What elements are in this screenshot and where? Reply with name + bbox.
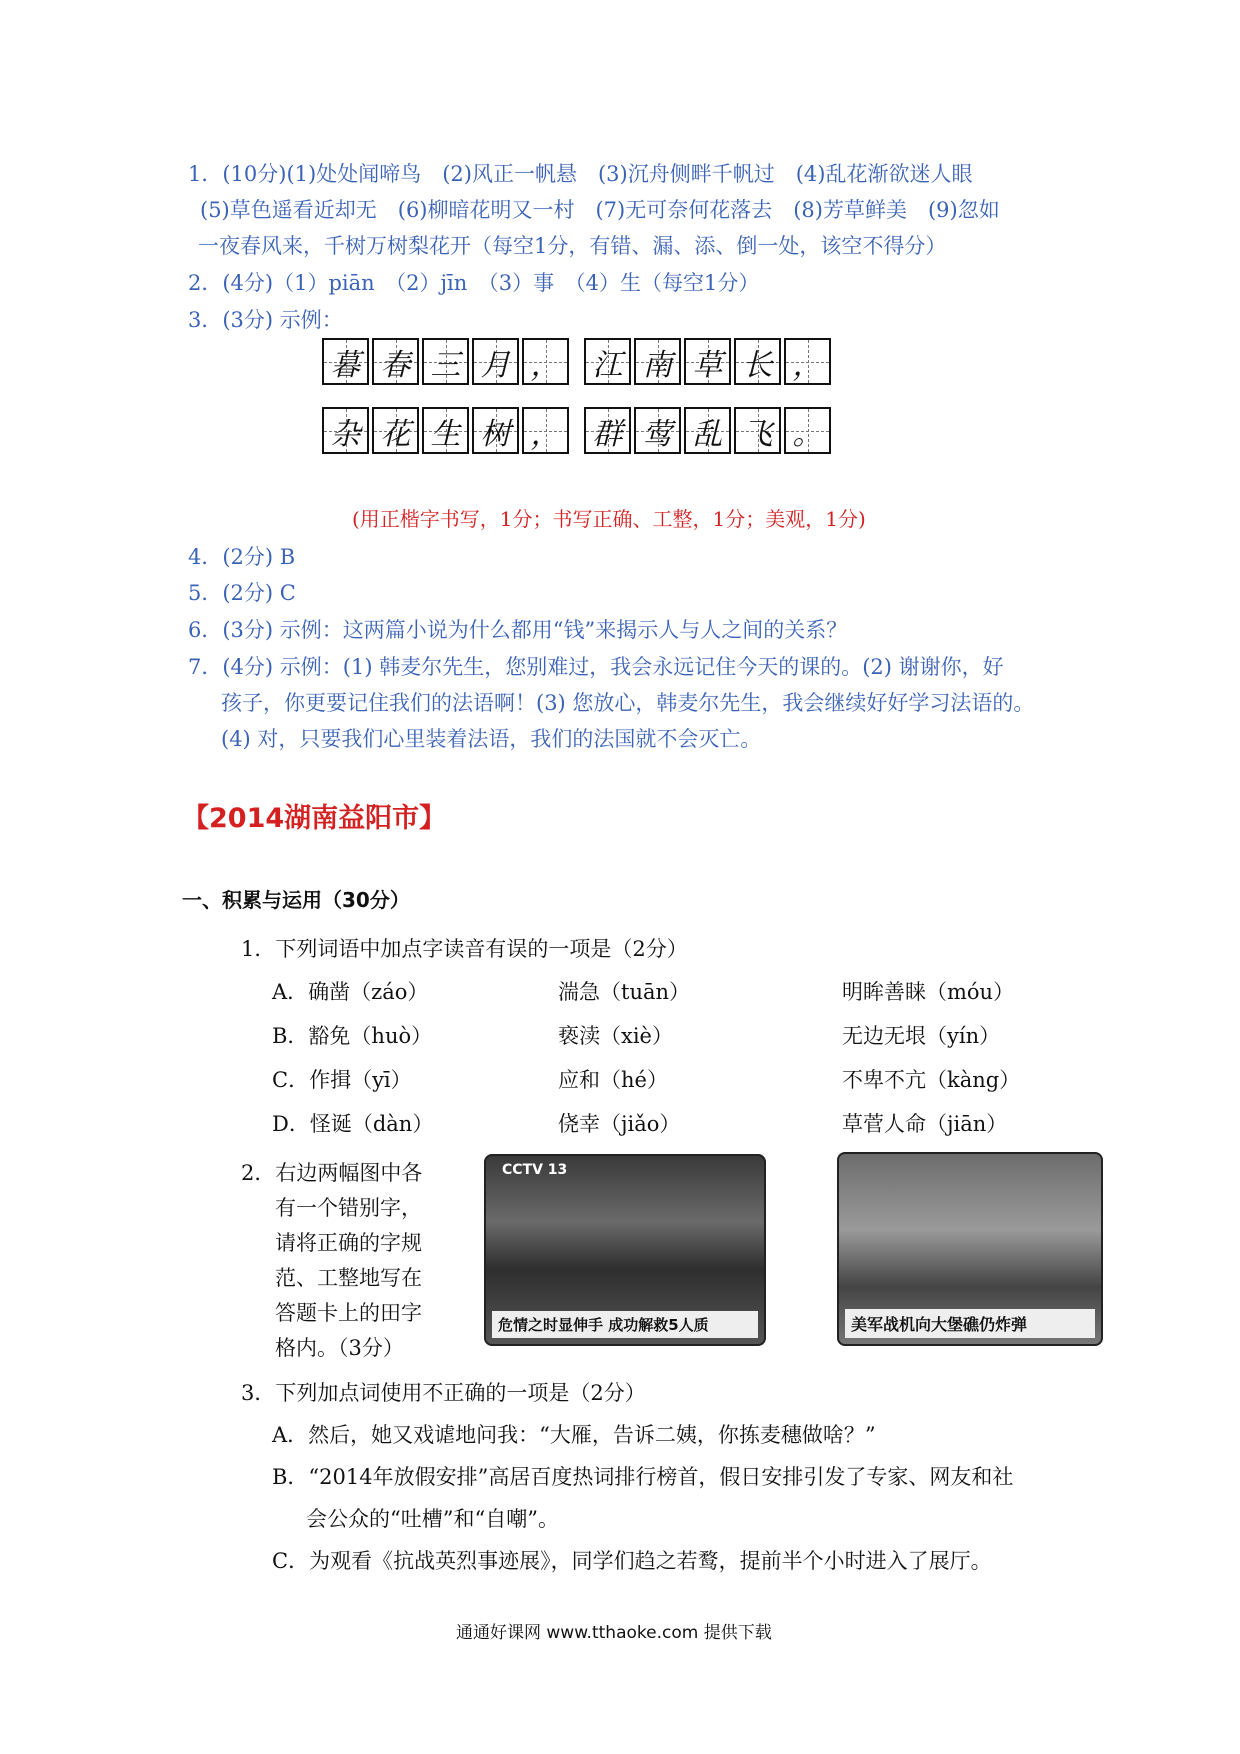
question-1-option: 湍急（tuān）	[558, 980, 691, 1004]
question-2-line: 答题卡上的田字	[275, 1301, 422, 1325]
answer-1-line-2: (5)草色遥看近却无 (6)柳暗花明又一村 (7)无可奈何花落去 (8)芳草鲜美 (9)忽如	[200, 198, 1000, 222]
question-1-stem: 1．下列词语中加点字读音有误的一项是（2分）	[241, 937, 688, 961]
answer-2: 2．(4分)（1）piān （2）jīn （3）事 （4）生（每空1分）	[188, 271, 760, 295]
grid-character: 暮	[330, 347, 361, 383]
question-3-option-a: A．然后，她又戏谑地问我：“大雁，告诉二姨，你拣麦穗做啥？”	[272, 1423, 876, 1447]
question-1-option: B．豁免（huò）	[272, 1024, 433, 1048]
question-2-line: 请将正确的字规	[275, 1231, 422, 1255]
grid-character: 江	[592, 347, 623, 383]
grid-character: ，	[530, 347, 561, 383]
grid-character: 三	[430, 347, 461, 383]
grid-cell	[372, 407, 419, 454]
grid-cell	[322, 407, 369, 454]
image-1-caption: 危情之时显伸手 成功解救5人质	[492, 1311, 758, 1338]
part-heading: 一、积累与运用（30分）	[182, 888, 410, 912]
answer-1-line-3: 一夜春风来，千树万树梨花开（每空1分，有错、漏、添、倒一处，该空不得分）	[198, 234, 947, 258]
grid-character: 长	[742, 347, 773, 383]
question-2-line: 有一个错别字，	[275, 1196, 422, 1220]
answer-4: 4．(2分) B	[188, 545, 296, 569]
question-1-option: 亵渎（xiè）	[558, 1024, 673, 1048]
question-1-option: 明眸善睐（móu）	[842, 980, 1015, 1004]
grid-cell	[684, 338, 731, 385]
calligraphy-grid-row-1	[322, 338, 834, 385]
grid-character: ，	[792, 347, 823, 383]
grid-cell	[634, 338, 681, 385]
grid-cell	[584, 338, 631, 385]
question-3-option-b-line-1: B．“2014年放假安排”高居百度热词排行榜首，假日安排引发了专家、网友和社	[272, 1465, 1014, 1489]
image-2-caption: 美军战机向大堡礁仍炸弹	[845, 1309, 1095, 1338]
grid-cell	[522, 338, 569, 385]
question-3-stem: 3．下列加点词使用不正确的一项是（2分）	[241, 1381, 646, 1405]
grid-cell	[784, 338, 831, 385]
question-2-line: 格内。（3分）	[275, 1336, 404, 1360]
grid-cell	[422, 338, 469, 385]
answer-1-line-1: 1．(10分)(1)处处闻啼鸟 (2)风正一帆悬 (3)沉舟侧畔千帆过 (4)乱花渐欲迷人眼	[188, 162, 973, 186]
grid-cell	[322, 338, 369, 385]
page-footer: 通通好课网 www.tthaoke.com 提供下载	[456, 1623, 772, 1643]
question-1-option: A．确凿（záo）	[272, 980, 429, 1004]
grid-character: 飞	[742, 416, 773, 452]
question-1-option: 侥幸（jiǎo）	[558, 1112, 681, 1136]
answer-5: 5．(2分) C	[188, 581, 296, 605]
news-screenshot-image-2	[837, 1152, 1103, 1346]
question-1-option: 不卑不亢（kàng）	[842, 1068, 1021, 1092]
grid-cell	[734, 407, 781, 454]
grid-character: 南	[642, 347, 673, 383]
question-3-option-c: C．为观看《抗战英烈事迹展》，同学们趋之若鹜，提前半个小时进入了展厅。	[272, 1549, 992, 1573]
grid-cell	[472, 407, 519, 454]
grid-character: 花	[380, 416, 411, 452]
grid-character: 春	[380, 347, 411, 383]
answer-7-line-2: 孩子，你更要记住我们的法语啊！(3) 您放心，韩麦尔先生，我会继续好好学习法语的。	[221, 691, 1035, 715]
answer-7-line-1: 7．(4分) 示例：(1) 韩麦尔先生，您别难过，我会永远记住今天的课的。(2) 谢谢你，好	[188, 655, 1004, 679]
grid-cell	[634, 407, 681, 454]
question-2-line: 范、工整地写在	[275, 1266, 422, 1290]
grid-character: 草	[692, 347, 723, 383]
grid-character: 群	[592, 416, 623, 452]
grid-character: 乱	[692, 416, 723, 452]
answer-7-line-3: (4) 对，只要我们心里装着法语，我们的法国就不会灭亡。	[221, 727, 762, 751]
question-1-option: C．作揖（yī）	[272, 1068, 412, 1092]
question-2-line: 2．右边两幅图中各	[241, 1161, 423, 1185]
question-1-option: 应和（hé）	[558, 1068, 668, 1092]
grid-cell	[584, 407, 631, 454]
question-3-option-b-line-2: 会公众的“吐槽”和“自嘲”。	[306, 1507, 559, 1531]
grid-character: 莺	[642, 416, 673, 452]
answer-6: 6．(3分) 示例：这两篇小说为什么都用“钱”来揭示人与人之间的关系？	[188, 618, 848, 642]
grid-character: 杂	[330, 416, 361, 452]
question-1-option: 草菅人命（jiān）	[842, 1112, 1008, 1136]
grid-character: ，	[530, 416, 561, 452]
question-1-option: 无边无垠（yín）	[842, 1024, 1001, 1048]
section-title: 【2014湖南益阳市】	[182, 803, 447, 834]
scoring-note: (用正楷字书写，1分；书写正确、工整，1分；美观，1分)	[352, 507, 866, 531]
grid-cell	[684, 407, 731, 454]
grid-character: 树	[480, 416, 511, 452]
grid-character: 月	[480, 347, 511, 383]
grid-cell	[784, 407, 831, 454]
calligraphy-grid-row-2	[322, 407, 834, 454]
cctv-logo: CCTV 13	[502, 1162, 568, 1178]
answer-3: 3．(3分) 示例：	[188, 308, 343, 332]
question-1-option: D．怪诞（dàn）	[272, 1112, 434, 1136]
grid-character: 。	[792, 416, 823, 452]
grid-character: 生	[430, 416, 461, 452]
grid-cell	[372, 338, 419, 385]
grid-cell	[522, 407, 569, 454]
news-screenshot-image-1	[484, 1154, 766, 1346]
grid-cell	[472, 338, 519, 385]
grid-cell	[734, 338, 781, 385]
grid-cell	[422, 407, 469, 454]
